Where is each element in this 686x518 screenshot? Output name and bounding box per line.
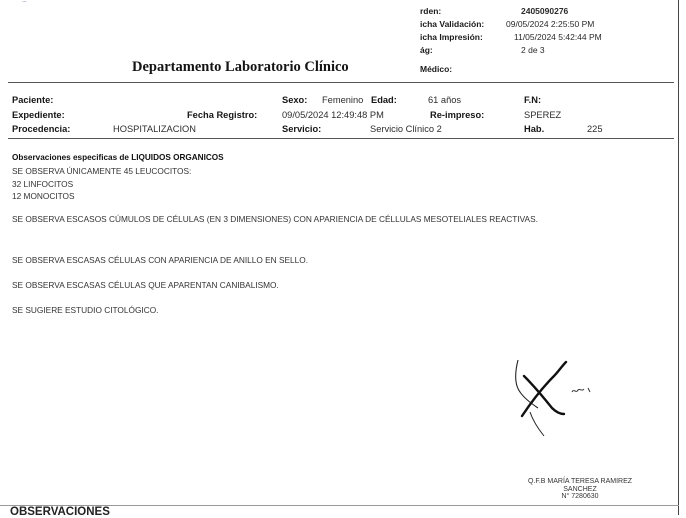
reimpreso-value: SPEREZ — [524, 110, 562, 120]
reimpreso-label: Re-impreso: — [430, 110, 485, 120]
impresion-value: 11/05/2024 5:42:44 PM — [514, 32, 602, 42]
validacion-value: 09/05/2024 2:25:50 PM — [506, 19, 595, 29]
servicio-value: Servicio Clínico 2 — [370, 124, 442, 134]
patient-divider — [8, 138, 674, 139]
signer-name: Q.F.B MARÍA TERESA RAMIREZ — [527, 478, 633, 485]
procedencia-value: HOSPITALIZACION — [113, 124, 196, 134]
header-divider — [8, 82, 674, 83]
page-edge-right — [678, 0, 679, 515]
observaciones-footer-label: OBSERVACIONES — [10, 506, 110, 518]
pag-label: ág: — [420, 45, 433, 55]
sexo-label: Sexo: — [282, 95, 308, 105]
signer-surname: SANCHEZ — [563, 486, 597, 493]
medico-label: Médico: — [420, 64, 453, 74]
observation-line: SE OBSERVA ÚNICAMENTE 45 LEUCOCITOS: — [12, 166, 192, 176]
fecha-registro-label: Fecha Registro: — [187, 110, 258, 120]
observation-line: 12 MONOCITOS — [12, 191, 75, 201]
orden-label: rden: — [420, 6, 442, 16]
observation-line: SE OBSERVA ESCASOS CÚMULOS DE CÉLULAS (EN 3 DIMENSIONES) CON APARIENCIA DE CÉLLULAS MESOTELIALES REACTIVAS. — [12, 214, 538, 224]
servicio-label: Servicio: — [282, 124, 322, 134]
observations-section-title: Observaciones especificas de LIQUIDOS ORGANICOS — [12, 153, 224, 162]
document-title: Departamento Laboratorio Clínico — [132, 59, 349, 75]
redacted-header-area — [8, 2, 401, 62]
signer-license: N° 7280630 — [561, 493, 599, 500]
sexo-value: Femenino — [322, 95, 364, 105]
procedencia-label: Procedencia: — [12, 124, 71, 134]
fn-label: F.N: — [524, 95, 542, 105]
observation-line: SE SUGIERE ESTUDIO CITOLÓGICO. — [12, 305, 159, 315]
observation-line: SE OBSERVA ESCASAS CÉLULAS QUE APARENTAN CANIBALISMO. — [12, 280, 279, 290]
expediente-label: Expediente: — [12, 110, 65, 120]
hab-label: Hab. — [524, 124, 545, 134]
impresion-label: icha Impresión: — [420, 32, 483, 42]
observation-line: SE OBSERVA ESCASAS CÉLULAS CON APARIENCIA DE ANILLO EN SELLO. — [12, 255, 309, 265]
fecha-registro-value: 09/05/2024 12:49:48 PM — [282, 110, 384, 120]
pag-value: 2 de 3 — [521, 45, 545, 55]
validacion-label: icha Validación: — [420, 19, 485, 29]
paciente-label: Paciente: — [12, 95, 54, 105]
edad-label: Edad: — [371, 95, 397, 105]
observation-line: 32 LINFOCITOS — [12, 179, 74, 189]
handwritten-signature — [500, 352, 620, 444]
hab-value: 225 — [587, 124, 603, 134]
edad-value: 61 años — [428, 95, 462, 105]
orden-value: 2405090276 — [521, 6, 569, 16]
